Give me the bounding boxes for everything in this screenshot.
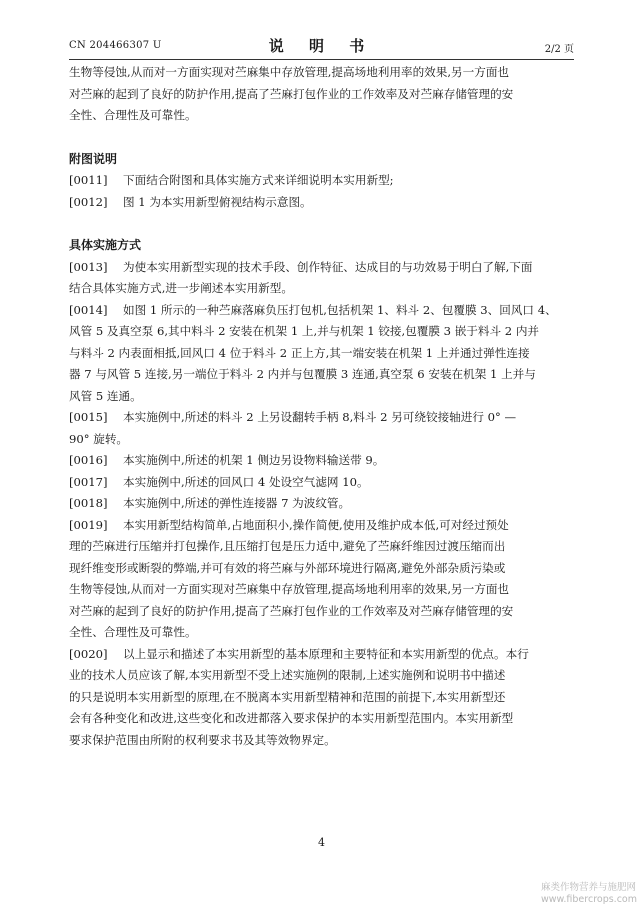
paragraph — [69, 515, 574, 644]
paragraph-number: [0019] — [69, 517, 108, 532]
paragraph-number: [0012] — [69, 194, 108, 209]
paragraph — [69, 493, 574, 515]
paragraph-line: 全性、合理性及可靠性。 — [69, 625, 197, 639]
paragraph-line: 本实用新型结构简单,占地面积小,操作简便,使用及维护成本低,可对经过预处 — [123, 517, 509, 532]
paragraph-line: 要求保护范围由所附的权利要求书及其等效物界定。 — [69, 732, 336, 747]
paragraph-line: 现纤维变形或断裂的弊端,并可有效的将苎麻与外部环境进行隔离,避免外部杂质污染或 — [69, 560, 506, 575]
paragraph — [69, 450, 574, 472]
paragraph-number: [0020] — [69, 646, 108, 661]
document-number: CN 204466307 U — [69, 40, 162, 51]
paragraph-line: 的只是说明本实用新型的原理,在不脱离本实用新型精神和范围的前提下,本实用新型还 — [69, 689, 506, 704]
paragraph-line: 本实施例中,所述的回风口 4 处设空气滤网 10。 — [123, 474, 369, 489]
header-rule — [69, 59, 574, 60]
paragraph-line: 如图 1 所示的一种苎麻落麻负压打包机,包括机架 1、料斗 2、包覆膜 3、回风口 4、 — [123, 302, 557, 317]
paragraph-number: [0013] — [69, 259, 108, 274]
paragraph-line: 会有各种变化和改进,这些变化和改进都落入要求保护的本实用新型范围内。本实用新型 — [69, 711, 514, 725]
paragraph-line: 本实施例中,所述的料斗 2 上另设翻转手柄 8,料斗 2 另可绕铰接轴进行 0° — — [123, 410, 517, 424]
page-of-indicator: 2/2 页 — [544, 44, 574, 55]
paragraph-line: 为使本实用新型实现的技术手段、创作特征、达成目的与功效易于明白了解,下面 — [123, 259, 533, 274]
paragraph-number: [0018] — [69, 496, 108, 510]
section-embodiments — [69, 257, 574, 752]
section-heading-embodiments: 具体实施方式 — [69, 238, 142, 252]
paragraph-line: 90° 旋转。 — [69, 431, 129, 446]
paragraph-line: 生物等侵蚀,从而对一方面实现对苎麻集中存放管理,提高场地利用率的效果,另一方面也 — [69, 582, 510, 596]
page-number: 4 — [318, 836, 325, 849]
paragraph-line: 对苎麻的起到了良好的防护作用,提高了苎麻打包作业的工作效率及对苎麻存储管理的安 — [69, 603, 514, 618]
paragraph — [69, 407, 574, 450]
page-header — [69, 34, 574, 56]
paragraph-number: [0015] — [69, 410, 108, 424]
paragraph-line: 业的技术人员应该了解,本实用新型不受上述实施例的限制,上述实施例和说明书中描述 — [69, 668, 506, 682]
paragraph-line: 风管 5 及真空泵 6,其中料斗 2 安装在机架 1 上,并与机架 1 铰接,包覆膜 3 嵌于料斗 2 内并 — [69, 324, 540, 338]
paragraph-number: [0014] — [69, 302, 108, 317]
paragraph-number: [0016] — [69, 453, 108, 467]
paragraph-line: 器 7 与风管 5 连接,另一端位于料斗 2 内并与包覆膜 3 连通,真空泵 6 安装在机架 1 上并与 — [69, 367, 536, 381]
section-heading-drawings: 附图说明 — [69, 151, 118, 166]
paragraph — [69, 644, 574, 752]
paragraph — [69, 192, 574, 214]
paragraph-line: 图 1 为本实用新型俯视结构示意图。 — [123, 194, 312, 209]
document-body — [69, 62, 574, 751]
paragraph-line: 本实施例中,所述的机架 1 侧边另设物料输送带 9。 — [123, 453, 385, 467]
paragraph-line: 以上显示和描述了本实用新型的基本原理和主要特征和本实用新型的优点。本行 — [123, 646, 529, 661]
paragraph-number: [0011] — [69, 173, 108, 187]
paragraph-line: 本实施例中,所述的弹性连接器 7 为波纹管。 — [123, 496, 351, 510]
paragraph — [69, 472, 574, 494]
document-title: 说 明 书 — [268, 37, 375, 55]
section-drawings — [69, 170, 574, 213]
watermark-url: www.fibercrops.com — [540, 894, 637, 905]
intro-paragraph — [69, 62, 574, 127]
paragraph — [69, 257, 574, 300]
paragraph-line: 理的苎麻进行压缩并打包操作,且压缩打包是压力适中,避免了苎麻纤维因过渡压缩而出 — [69, 539, 506, 553]
intro-line: 生物等侵蚀,从而对一方面实现对苎麻集中存放管理,提高场地利用率的效果,另一方面也 — [69, 65, 510, 79]
paragraph-number: [0017] — [69, 474, 108, 489]
intro-line: 全性、合理性及可靠性。 — [69, 108, 197, 122]
paragraph-line: 结合具体实施方式,进一步阐述本实用新型。 — [69, 281, 293, 295]
watermark — [541, 882, 637, 906]
paragraph — [69, 300, 574, 408]
intro-line: 对苎麻的起到了良好的防护作用,提高了苎麻打包作业的工作效率及对苎麻存储管理的安 — [69, 86, 514, 101]
paragraph-line: 与料斗 2 内表面相抵,回风口 4 位于料斗 2 正上方,其一端安装在机架 1 上并通过弹性连接 — [69, 345, 530, 360]
paragraph-line: 下面结合附图和具体实施方式来详细说明本实用新型; — [123, 173, 394, 187]
paragraph-line: 风管 5 连通。 — [69, 388, 142, 403]
paragraph — [69, 170, 574, 192]
watermark-line: 麻类作物营养与施肥网 — [540, 882, 636, 893]
